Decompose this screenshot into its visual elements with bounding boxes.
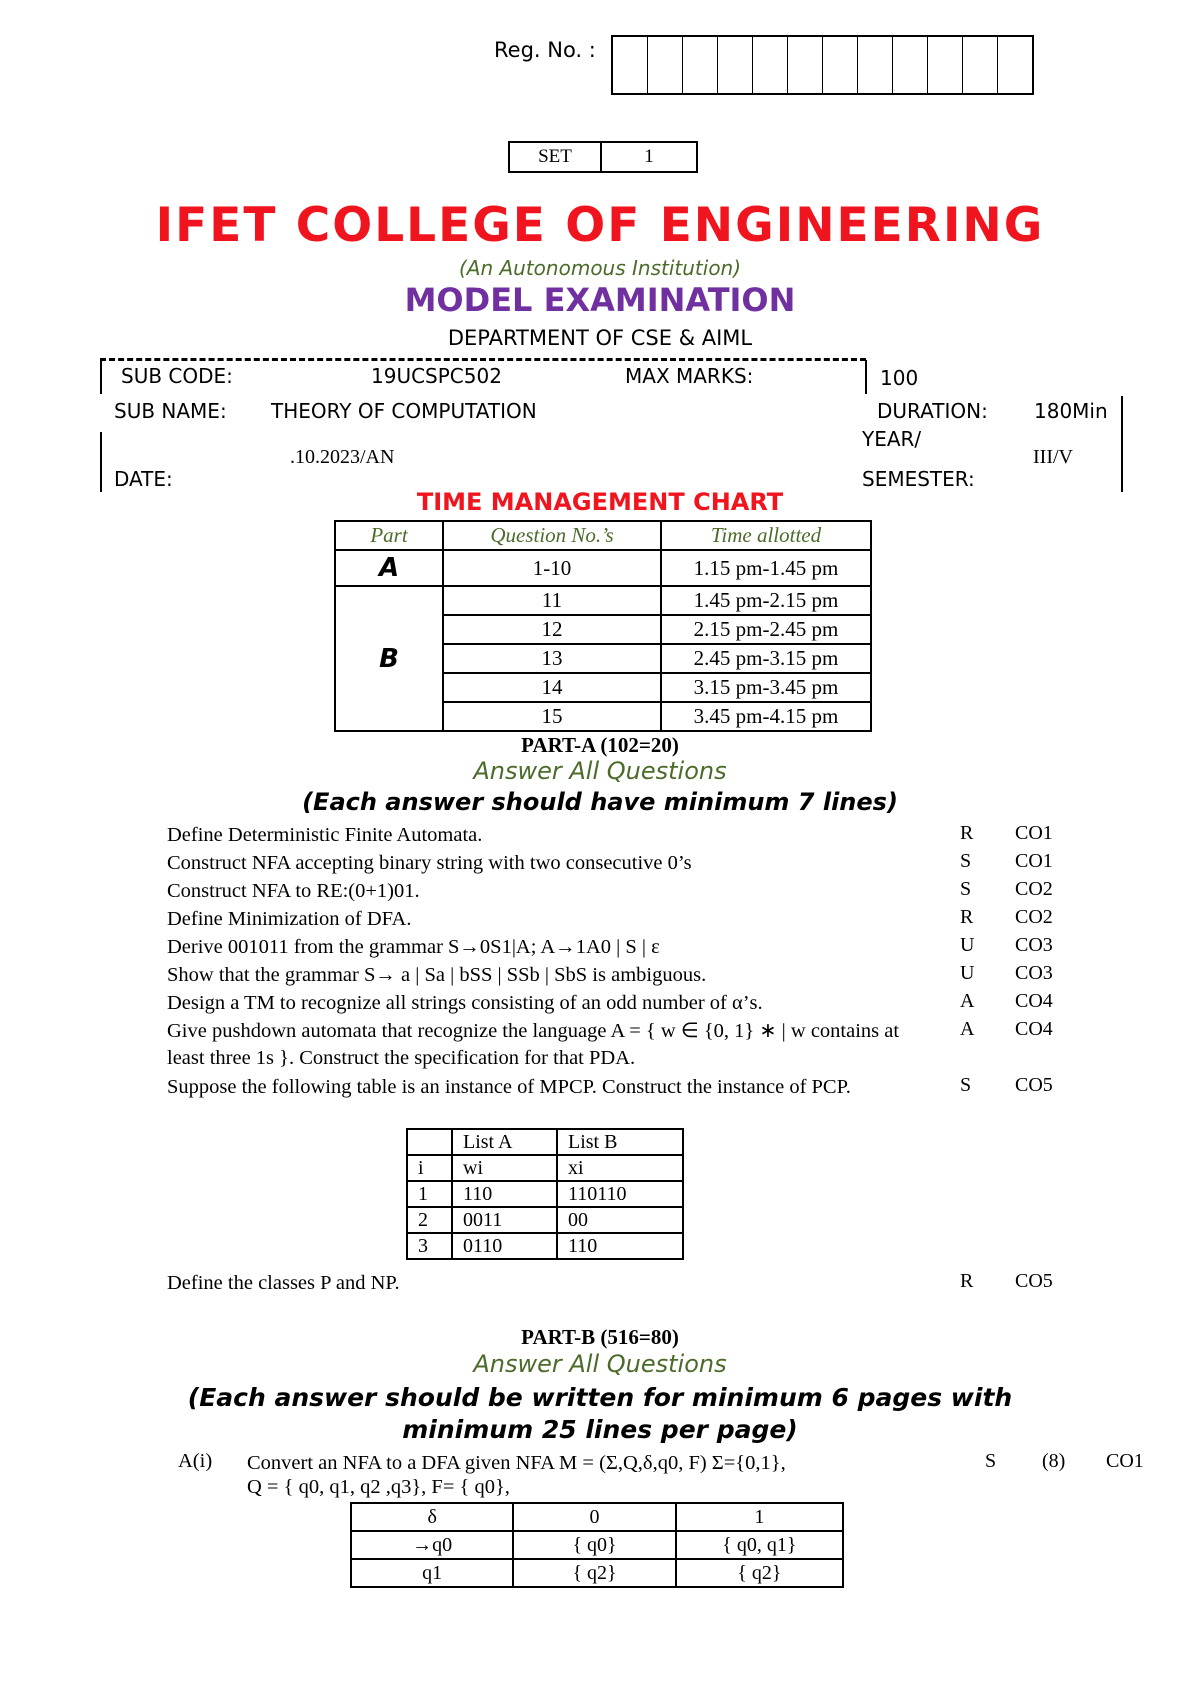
reg-no-label: Reg. No. :	[494, 38, 596, 62]
exam-title: MODEL EXAMINATION	[404, 281, 796, 319]
reg-no-digit-box	[892, 37, 927, 93]
question-level: A	[960, 1018, 975, 1040]
part-b-co: CO1	[1106, 1450, 1144, 1472]
reg-no-boxes	[611, 35, 1034, 95]
table-cell: 1.15 pm-1.45 pm	[661, 550, 871, 586]
sub-name: THEORY OF COMPUTATION	[271, 399, 537, 423]
table-cell: 0	[513, 1503, 675, 1531]
nfa-transition-table	[350, 1502, 844, 1588]
question-level: S	[960, 1074, 972, 1096]
semester-label: SEMESTER:	[862, 467, 975, 491]
part-b-question-label: A(i)	[178, 1450, 213, 1472]
part-b-marks: (8)	[1042, 1450, 1066, 1472]
table-cell: i	[407, 1155, 452, 1181]
reg-no-digit-box	[717, 37, 752, 93]
question-co: CO2	[1015, 906, 1053, 928]
table-cell: 14	[443, 673, 661, 702]
question-co: CO1	[1015, 850, 1053, 872]
question-level: U	[960, 934, 975, 956]
set-value: 1	[644, 146, 654, 167]
part-b-instruction: Answer All Questions	[473, 1350, 727, 1378]
mpcp-table	[406, 1128, 684, 1260]
question-8: Give pushdown automata that recognize the language A = { w ∈ {0, 1} ∗ | w contains at least three 1s }. Construct the specification for that PDA.	[167, 1020, 900, 1069]
question-co: CO5	[1015, 1074, 1053, 1096]
set-box	[508, 141, 698, 173]
question-3: Construct NFA to RE:(0+1)01.	[167, 880, 420, 902]
question-level: S	[960, 850, 972, 872]
table-cell: { q2}	[676, 1559, 843, 1587]
table-cell: 2	[407, 1207, 452, 1233]
part-a-cell: A	[335, 550, 443, 586]
table-header: Question No.’s	[443, 521, 661, 550]
year: III/V	[1033, 446, 1073, 468]
part-b-question-line-1: Convert an NFA to a DFA given NFA M = (Σ,Q,δ,q0, F) Σ={0,1},	[247, 1452, 786, 1474]
question-level: A	[960, 990, 975, 1012]
question-6: Show that the grammar S→ a | Sa | bSS | SSb | SbS is ambiguous.	[167, 964, 707, 986]
year-label: YEAR/	[862, 427, 922, 451]
date-label: DATE:	[114, 467, 173, 491]
sub-name-label: SUB NAME:	[114, 399, 227, 423]
table-cell: 2.45 pm-3.15 pm	[661, 644, 871, 673]
set-label: SET	[510, 143, 602, 171]
reg-no-digit-box	[857, 37, 892, 93]
table-cell: 13	[443, 644, 661, 673]
table-cell: 15	[443, 702, 661, 731]
table-cell: 110	[452, 1181, 557, 1207]
table-cell: 0110	[452, 1233, 557, 1259]
part-a-note: (Each answer should have minimum 7 lines)	[302, 788, 898, 816]
table-cell	[407, 1129, 452, 1155]
table-cell: 11	[443, 586, 661, 615]
table-cell: q1	[351, 1559, 513, 1587]
reg-no-digit-box	[647, 37, 682, 93]
date: .10.2023/AN	[290, 446, 395, 468]
table-cell: wi	[452, 1155, 557, 1181]
reg-no-digit-box	[822, 37, 857, 93]
reg-no-digit-box	[682, 37, 717, 93]
table-cell: 0011	[452, 1207, 557, 1233]
department: DEPARTMENT OF CSE & AIML	[447, 326, 753, 350]
question-level: R	[960, 1270, 974, 1292]
question-4: Define Minimization of DFA.	[167, 908, 412, 930]
sub-code-label: SUB CODE:	[121, 364, 233, 388]
max-marks: 100	[880, 366, 919, 390]
table-cell: 00	[557, 1207, 683, 1233]
sub-code: 19UCSPC502	[371, 364, 502, 388]
table-cell: δ	[351, 1503, 513, 1531]
table-cell: List A	[452, 1129, 557, 1155]
table-cell: 1-10	[443, 550, 661, 586]
table-cell: 12	[443, 615, 661, 644]
table-header: Time allotted	[661, 521, 871, 550]
question-co: CO3	[1015, 934, 1053, 956]
table-cell: 3.45 pm-4.15 pm	[661, 702, 871, 731]
table-header: Part	[335, 521, 443, 550]
max-marks-label: MAX MARKS:	[625, 364, 754, 388]
question-co: CO4	[1015, 1018, 1053, 1040]
question-level: R	[960, 822, 974, 844]
table-cell: 1	[676, 1503, 843, 1531]
reg-no-digit-box	[752, 37, 787, 93]
table-cell: List B	[557, 1129, 683, 1155]
question-10: Define the classes P and NP.	[167, 1272, 400, 1294]
table-cell: 3.15 pm-3.45 pm	[661, 673, 871, 702]
part-b-level: S	[985, 1450, 997, 1472]
info-border	[100, 358, 866, 363]
part-b-question-line-2: Q = { q0, q1, q2 ,q3}, F= { q0},	[247, 1476, 510, 1498]
table-cell: 3	[407, 1233, 452, 1259]
question-co: CO5	[1015, 1270, 1053, 1292]
time-chart-title: TIME MANAGEMENT CHART	[416, 488, 784, 516]
question-level: U	[960, 962, 975, 984]
part-b-title: PART-B (516=80)	[521, 1325, 679, 1349]
question-co: CO2	[1015, 878, 1053, 900]
table-cell: 2.15 pm-2.45 pm	[661, 615, 871, 644]
table-cell: 110	[557, 1233, 683, 1259]
time-management-table	[334, 520, 872, 732]
table-cell: 110110	[557, 1181, 683, 1207]
reg-no-digit-box	[962, 37, 997, 93]
part-a-instruction: Answer All Questions	[473, 757, 727, 785]
table-cell: →q0	[351, 1531, 513, 1559]
duration-label: DURATION:	[877, 399, 988, 423]
question-co: CO3	[1015, 962, 1053, 984]
question-1: Define Deterministic Finite Automata.	[167, 824, 483, 846]
part-a-title: PART-A (102=20)	[521, 733, 679, 757]
table-cell: xi	[557, 1155, 683, 1181]
table-cell: { q0}	[513, 1531, 675, 1559]
part-b-cell: B	[335, 586, 443, 731]
table-cell: 1.45 pm-2.15 pm	[661, 586, 871, 615]
question-co: CO4	[1015, 990, 1053, 1012]
question-5: Derive 001011 from the grammar S→0S1|A; A→1A0 | S | ε	[167, 936, 660, 958]
autonomous-subtitle: (An Autonomous Institution)	[458, 256, 742, 280]
reg-no-digit-box	[927, 37, 962, 93]
reg-no-digit-box	[997, 37, 1032, 93]
table-cell: { q0, q1}	[676, 1531, 843, 1559]
question-2: Construct NFA accepting binary string with two consecutive 0’s	[167, 852, 692, 874]
question-level: S	[960, 878, 972, 900]
duration: 180Min	[1034, 399, 1108, 423]
reg-no-digit-box	[613, 37, 647, 93]
college-name: IFET COLLEGE OF ENGINEERING	[155, 198, 1045, 253]
question-co: CO1	[1015, 822, 1053, 844]
part-b-note: (Each answer should be written for minimum 6 pages with minimum 25 lines per page)	[187, 1383, 1013, 1444]
reg-no-digit-box	[787, 37, 822, 93]
table-cell: 1	[407, 1181, 452, 1207]
table-cell: { q2}	[513, 1559, 675, 1587]
question-9: Suppose the following table is an instance of MPCP. Construct the instance of PCP.	[167, 1076, 851, 1098]
question-level: R	[960, 906, 974, 928]
question-7: Design a TM to recognize all strings consisting of an odd number of α’s.	[167, 992, 763, 1014]
